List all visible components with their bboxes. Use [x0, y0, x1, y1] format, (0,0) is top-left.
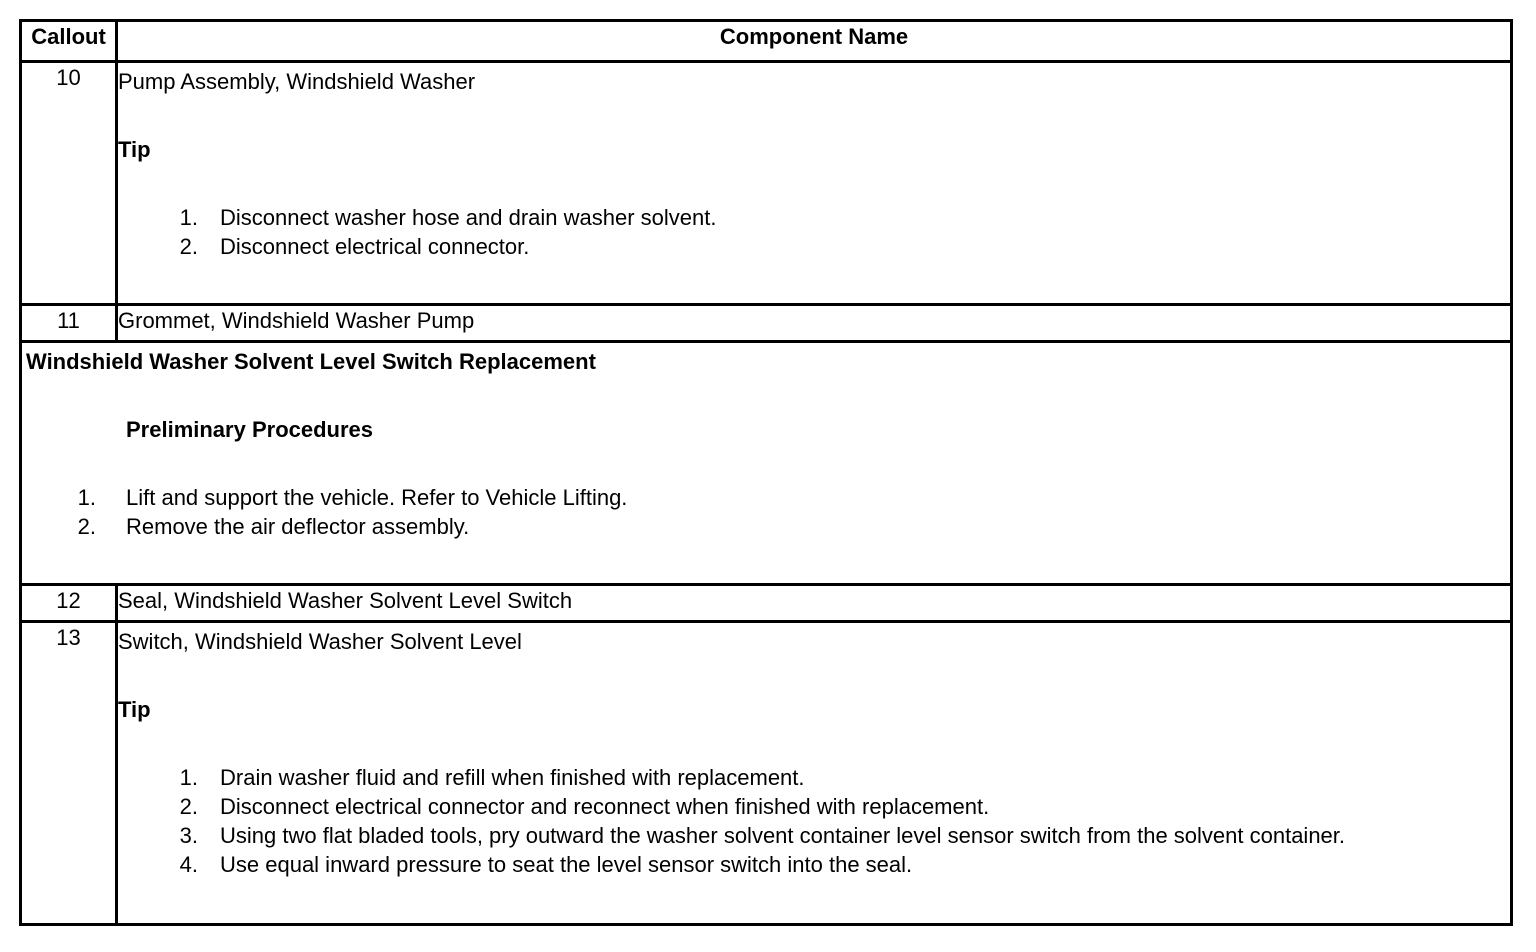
procedure-document	[19, 19, 1510, 938]
header-callout: Callout	[21, 21, 117, 62]
tip-label: Tip	[118, 697, 151, 722]
step-text: Lift and support the vehicle. Refer to Vehicle Lifting.	[126, 485, 628, 510]
preliminary-steps	[22, 483, 1510, 541]
callout-cell: 13	[21, 622, 117, 925]
tip-steps	[118, 763, 1510, 879]
step-text: Remove the air deflector assembly.	[126, 514, 470, 539]
step-text: Use equal inward pressure to seat the level sensor switch into the seal.	[220, 852, 913, 877]
step-number: 1.	[179, 765, 198, 790]
table-row	[21, 62, 1512, 305]
component-name: Grommet, Windshield Washer Pump	[117, 305, 1512, 342]
section-row	[21, 342, 1512, 585]
component-table	[19, 19, 1513, 926]
callout-cell: 12	[21, 585, 117, 622]
component-name: Seal, Windshield Washer Solvent Level Switch	[117, 585, 1512, 622]
step-text: Drain washer fluid and refill when finished with replacement.	[220, 765, 805, 790]
step-text: Using two flat bladed tools, pry outward the washer solvent container level sensor switch from the solvent container.	[220, 823, 1346, 848]
list-item	[118, 763, 1510, 792]
step-text: Disconnect electrical connector and reconnect when finished with replacement.	[220, 794, 990, 819]
step-text: Disconnect washer hose and drain washer solvent.	[220, 205, 717, 230]
step-number: 2.	[179, 234, 198, 259]
step-number: 1.	[77, 485, 96, 510]
step-number: 2.	[179, 794, 198, 819]
step-number: 2.	[77, 514, 96, 539]
list-item	[118, 203, 1510, 232]
tip-steps	[118, 203, 1510, 261]
list-item	[22, 512, 1510, 541]
component-cell	[117, 62, 1512, 305]
table-row	[21, 305, 1512, 342]
component-name: Pump Assembly, Windshield Washer	[118, 69, 476, 94]
list-item	[118, 821, 1510, 850]
section-cell	[21, 342, 1512, 585]
tip-label: Tip	[118, 137, 151, 162]
list-item	[118, 792, 1510, 821]
step-number: 3.	[179, 823, 198, 848]
table-row	[21, 585, 1512, 622]
header-component-name: Component Name	[117, 21, 1512, 62]
step-number: 4.	[179, 852, 198, 877]
section-title: Windshield Washer Solvent Level Switch Replacement	[26, 349, 596, 374]
section-subtitle: Preliminary Procedures	[126, 417, 374, 442]
list-item	[118, 850, 1510, 879]
list-item	[22, 483, 1510, 512]
component-name: Switch, Windshield Washer Solvent Level	[118, 629, 522, 654]
table-header-row	[21, 21, 1512, 62]
step-text: Disconnect electrical connector.	[220, 234, 530, 259]
list-item	[118, 232, 1510, 261]
table-row	[21, 622, 1512, 925]
component-cell	[117, 622, 1512, 925]
callout-cell: 10	[21, 62, 117, 305]
step-number: 1.	[179, 205, 198, 230]
callout-cell: 11	[21, 305, 117, 342]
